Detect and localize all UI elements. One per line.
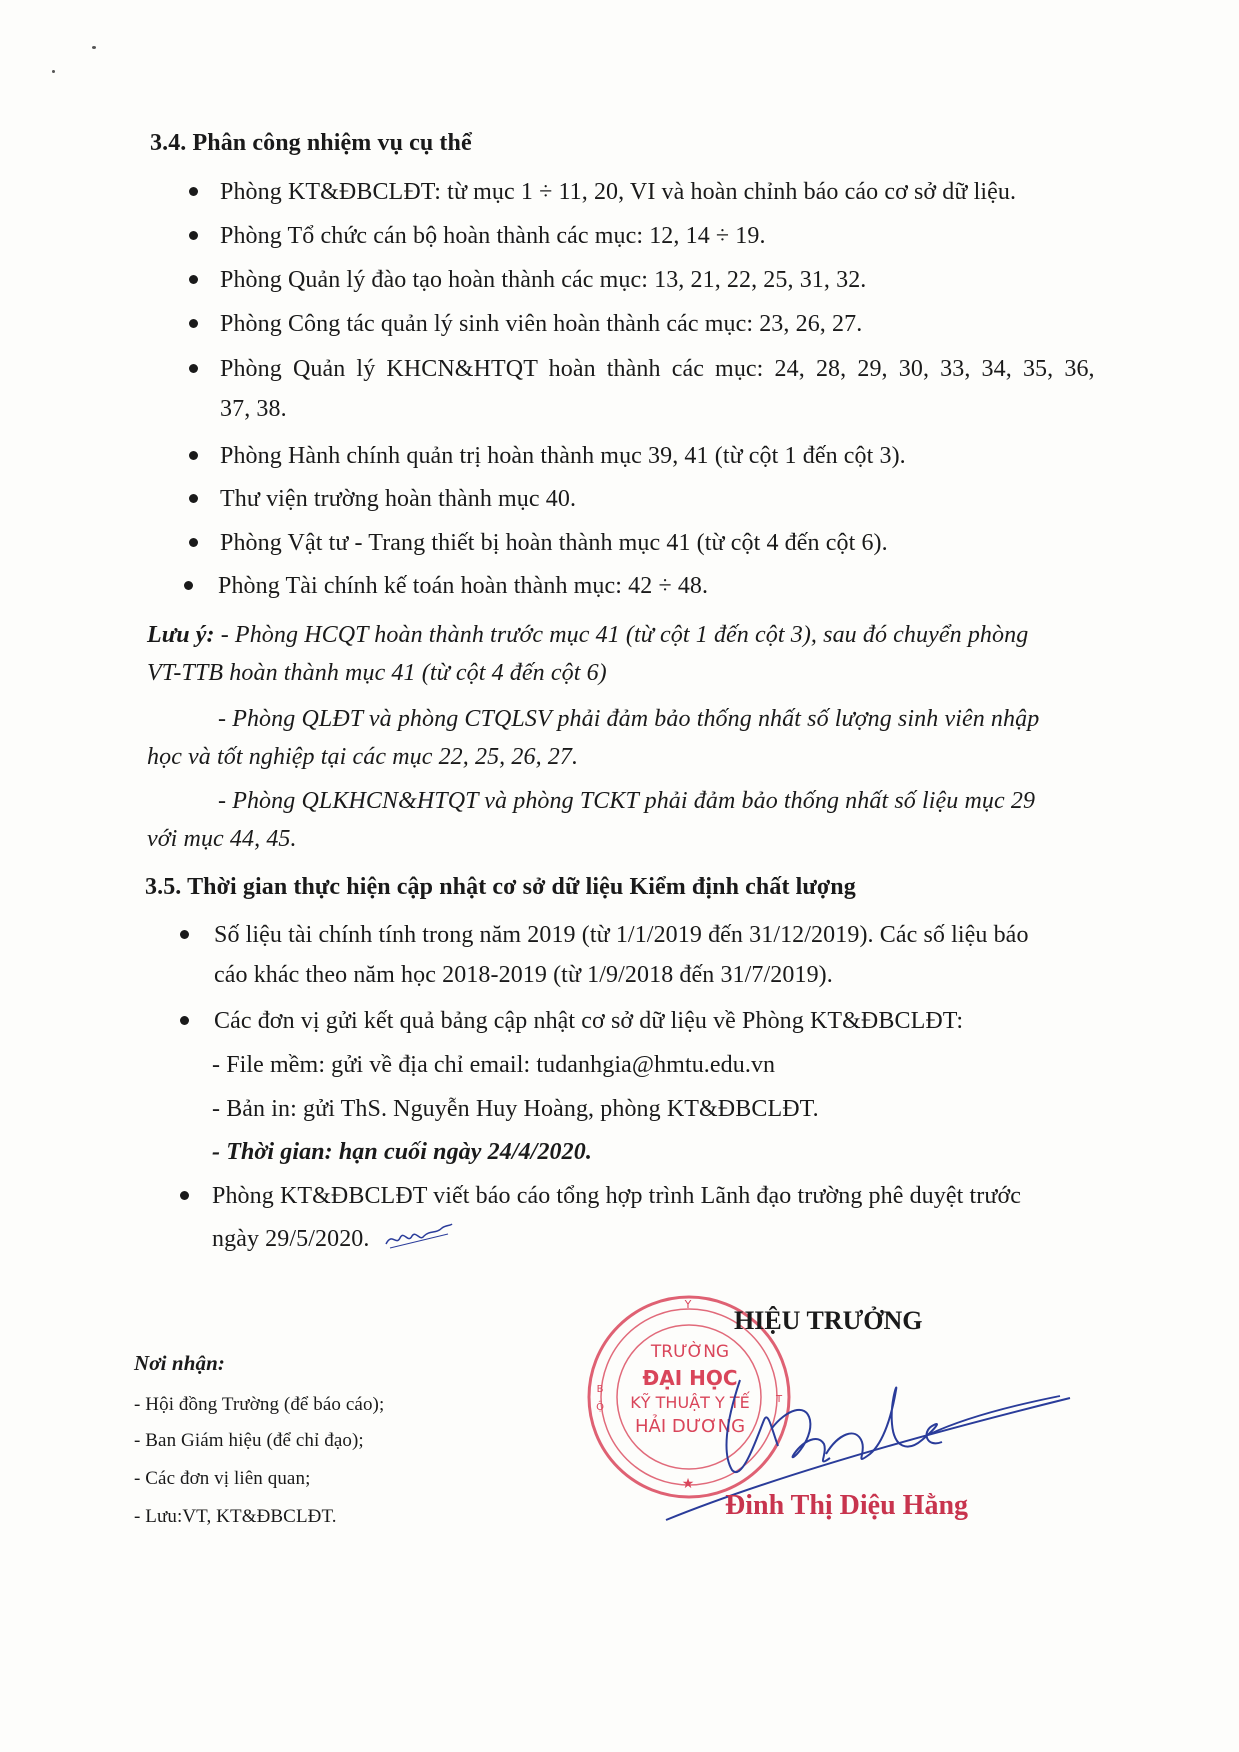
svg-text:B: B bbox=[596, 1384, 604, 1395]
section-3-4-heading: 3.4. Phân công nhiệm vụ cụ thể bbox=[150, 130, 472, 156]
seal-line-2: ĐẠI HỌC bbox=[642, 1366, 738, 1390]
recipient-item: - Ban Giám hiệu (để chỉ đạo); bbox=[134, 1430, 364, 1451]
list-subitem: - Bản in: gửi ThS. Nguyễn Huy Hoàng, phòng KT&ĐBCLĐT. bbox=[212, 1096, 819, 1122]
list-item: Phòng Tổ chức cán bộ hoàn thành các mục: 12, 14 ÷ 19. bbox=[220, 223, 766, 249]
bullet-icon bbox=[189, 451, 198, 460]
seal-line-3: KỸ THUẬT Y TẾ bbox=[630, 1393, 750, 1412]
bullet-icon bbox=[184, 581, 193, 590]
list-item-continuation: 37, 38. bbox=[220, 396, 287, 422]
list-item: Phòng Công tác quản lý sinh viên hoàn thành các mục: 23, 26, 27. bbox=[220, 311, 863, 337]
bullet-icon bbox=[189, 494, 198, 503]
bullet-icon bbox=[189, 364, 198, 373]
note-text: - Phòng HCQT hoàn thành trước mục 41 (từ cột 1 đến cột 3), sau đó chuyển phòng bbox=[214, 622, 1029, 648]
scan-speck bbox=[92, 46, 96, 49]
note-line: VT-TTB hoàn thành mục 41 (từ cột 4 đến cột 6) bbox=[147, 660, 607, 686]
bullet-icon bbox=[189, 275, 198, 284]
note-line: với mục 44, 45. bbox=[147, 826, 297, 852]
seal-line-1: TRƯỜNG bbox=[650, 1342, 730, 1362]
recipients-title: Nơi nhận: bbox=[134, 1351, 225, 1375]
scan-speck bbox=[52, 70, 55, 73]
seal-line-4: HẢI DƯƠNG bbox=[634, 1416, 746, 1437]
bullet-icon bbox=[180, 1191, 189, 1200]
svg-text:T: T bbox=[775, 1394, 783, 1405]
list-item: Phòng Hành chính quản trị hoàn thành mục 39, 41 (từ cột 1 đến cột 3). bbox=[220, 443, 906, 469]
list-item: Thư viện trường hoàn thành mục 40. bbox=[220, 486, 577, 512]
recipient-item: - Hội đồng Trường (để báo cáo); bbox=[134, 1394, 385, 1415]
note-line: - Phòng QLĐT và phòng CTQLSV phải đảm bảo thống nhất số lượng sinh viên nhập bbox=[218, 706, 1040, 732]
list-item: Phòng Quản lý KHCN&HTQT hoàn thành các mục: 24, 28, 29, 30, 33, 34, 35, 36, bbox=[220, 356, 1095, 382]
list-item: Phòng Quản lý đào tạo hoàn thành các mục: 13, 21, 22, 25, 31, 32. bbox=[220, 267, 867, 293]
list-item-continuation: ngày 29/5/2020. bbox=[212, 1226, 370, 1252]
note-line: học và tốt nghiệp tại các mục 22, 25, 26, 27. bbox=[147, 744, 579, 770]
list-item: Phòng KT&ĐBCLĐT viết báo cáo tổng hợp trình Lãnh đạo trường phê duyệt trước bbox=[212, 1183, 1022, 1209]
recipient-item: - Lưu:VT, KT&ĐBCLĐT. bbox=[134, 1506, 337, 1527]
list-item: Các đơn vị gửi kết quả bảng cập nhật cơ sở dữ liệu về Phòng KT&ĐBCLĐT: bbox=[214, 1008, 964, 1034]
deadline-line: - Thời gian: hạn cuối ngày 24/4/2020. bbox=[212, 1139, 592, 1165]
svg-text:Y: Y bbox=[684, 1298, 692, 1311]
bullet-icon bbox=[189, 538, 198, 547]
note-label: Lưu ý: bbox=[147, 622, 215, 648]
note-line: - Phòng QLKHCN&HTQT và phòng TCKT phải đảm bảo thống nhất số liệu mục 29 bbox=[218, 788, 1036, 814]
list-item-continuation: cáo khác theo năm học 2018-2019 (từ 1/9/2018 đến 31/7/2019). bbox=[214, 962, 833, 988]
recipient-item: - Các đơn vị liên quan; bbox=[134, 1468, 311, 1489]
bullet-icon bbox=[189, 231, 198, 240]
bullet-icon bbox=[189, 319, 198, 328]
svg-text:★: ★ bbox=[681, 1476, 695, 1492]
list-item: Số liệu tài chính tính trong năm 2019 (từ 1/1/2019 đến 31/12/2019). Các số liệu báo bbox=[214, 922, 1029, 948]
bullet-icon bbox=[189, 187, 198, 196]
note-line bbox=[147, 620, 1028, 650]
bullet-icon bbox=[180, 1016, 189, 1025]
list-item: Phòng KT&ĐBCLĐT: từ mục 1 ÷ 11, 20, VI và hoàn chỉnh báo cáo cơ sở dữ liệu. bbox=[220, 179, 1017, 205]
section-3-5-heading: 3.5. Thời gian thực hiện cập nhật cơ sở dữ liệu Kiểm định chất lượng bbox=[145, 874, 856, 900]
list-item: Phòng Tài chính kế toán hoàn thành mục: 42 ÷ 48. bbox=[218, 573, 709, 599]
initial-scribble bbox=[382, 1222, 454, 1252]
signer-name: Đinh Thị Diệu Hằng bbox=[725, 1490, 969, 1521]
list-item: Phòng Vật tư - Trang thiết bị hoàn thành mục 41 (từ cột 4 đến cột 6). bbox=[220, 530, 888, 556]
signature-title: HIỆU TRƯỞNG bbox=[734, 1306, 923, 1335]
list-subitem: - File mềm: gửi về địa chỉ email: tudanhgia@hmtu.edu.vn bbox=[212, 1052, 776, 1078]
bullet-icon bbox=[180, 930, 189, 939]
svg-text:Ộ: Ộ bbox=[596, 1402, 604, 1413]
